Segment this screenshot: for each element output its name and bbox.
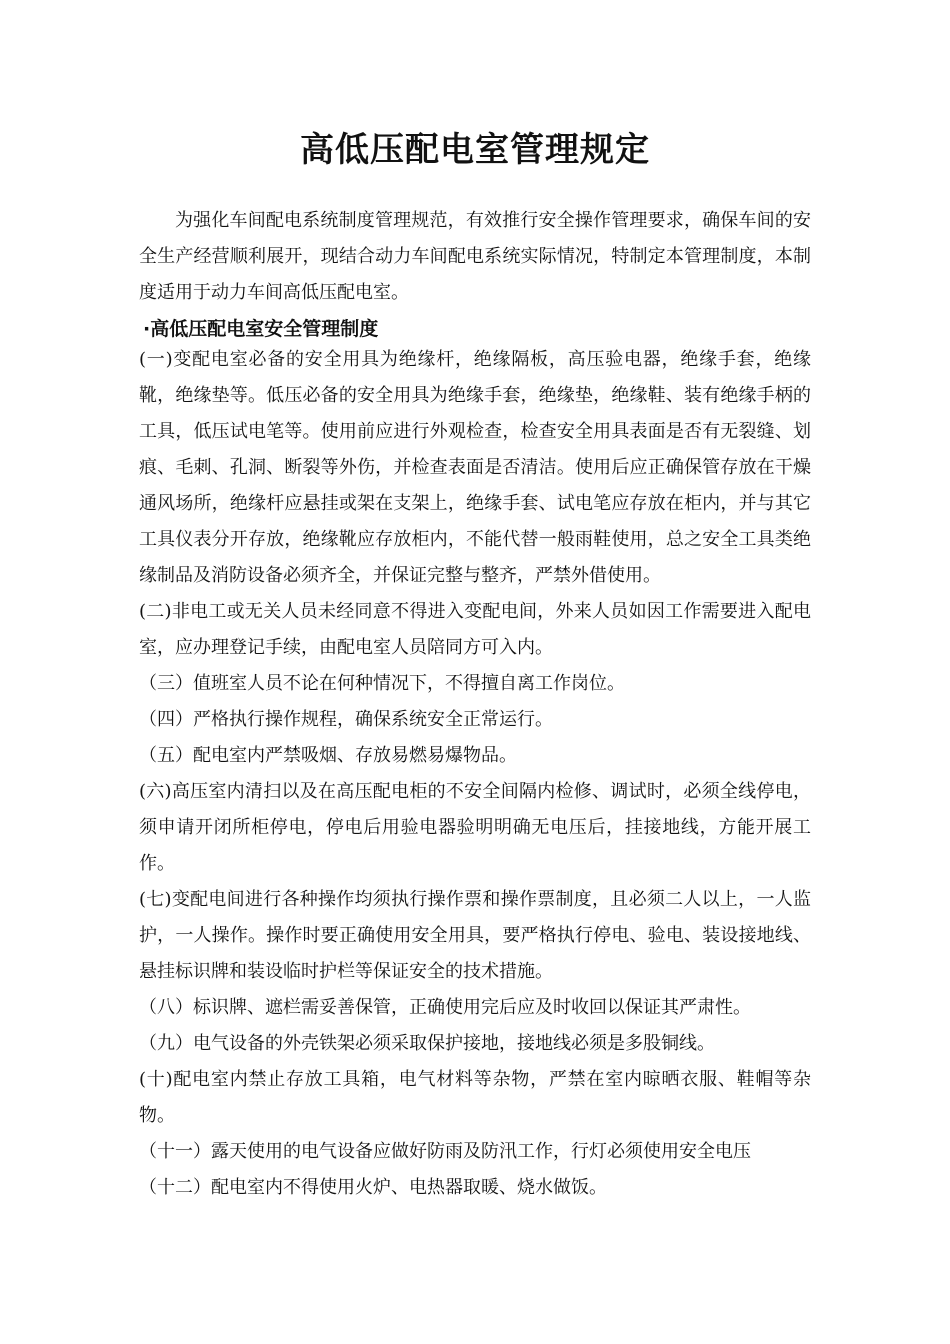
intro-paragraph: 为强化车间配电系统制度管理规范，有效推行安全操作管理要求，确保车间的安全生产经营顺利展开，现结合动力车间配电系统实际情况，特制定本管理制度，本制度适用于动力车间高低压配电室。 [139,210,811,303]
rule-item-7: (七)变配电间进行各种操作均须执行操作票和操作票制度，且必须二人以上，一人监护，一人操作。操作时要正确使用安全用具，要严格执行停电、验电、装设接地线、悬挂标识牌和装设临时护栏等保证安全的技术措施。 [139,889,811,982]
rule-item-10: (十)配电室内禁止存放工具箱，电气材料等杂物，严禁在室内晾晒衣服、鞋帽等杂物。 [139,1069,811,1126]
rule-item-6: (六)高压室内清扫以及在高压配电柜的不安全间隔内检修、调试时，必须全线停电，须申请开闭所柜停电，停电后用验电器验明明确无电压后，挂接地线，方能开展工作。 [139,781,811,874]
section-title: ·高低压配电室安全管理制度 [143,318,379,340]
rule-item-4: （四）严格执行操作规程，确保系统安全正常运行。 [139,709,553,730]
rule-item-11: （十一）露天使用的电气设备应做好防雨及防汛工作，行灯必须使用安全电压 [139,1141,751,1162]
rules-list [139,342,811,1206]
rule-item-1: (一)变配电室必备的安全用具为绝缘杆，绝缘隔板，高压验电器，绝缘手套，绝缘靴，绝缘垫等。低压必备的安全用具为绝缘手套，绝缘垫，绝缘鞋、装有绝缘手柄的工具，低压试电笔等。使用前应进行外观检查，检查安全用具表面是否有无裂缝、划痕、毛刺、孔洞、断裂等外伤，并检查表面是否清洁。使用后应正确保管存放在干燥通风场所，绝缘杆应悬挂或架在支架上，绝缘手套、试电笔应存放在柜内，并与其它工具仪表分开存放，绝缘靴应存放柜内，不能代替一般雨鞋使用，总之安全工具类绝缘制品及消防设备必须齐全，并保证完整与整齐，严禁外借使用。 [139,349,811,586]
rule-item-12: （十二）配电室内不得使用火炉、电热器取暖、烧水做饭。 [139,1177,607,1198]
rule-item-3: （三）值班室人员不论在何种情况下，不得擅自离工作岗位。 [139,673,625,694]
rule-item-9: （九）电气设备的外壳铁架必须采取保护接地，接地线必须是多股铜线。 [139,1033,715,1054]
rule-item-2: (二)非电工或无关人员未经同意不得进入变配电间，外来人员如因工作需要进入配电室，应办理登记手续，由配电室人员陪同方可入内。 [139,601,811,658]
document-title: 高低压配电室管理规定 [300,130,650,170]
rule-item-5: （五）配电室内严禁吸烟、存放易燃易爆物品。 [139,745,517,766]
rule-item-8: （八）标识牌、遮栏需妥善保管，正确使用完后应及时收回以保证其严肃性。 [139,997,751,1018]
